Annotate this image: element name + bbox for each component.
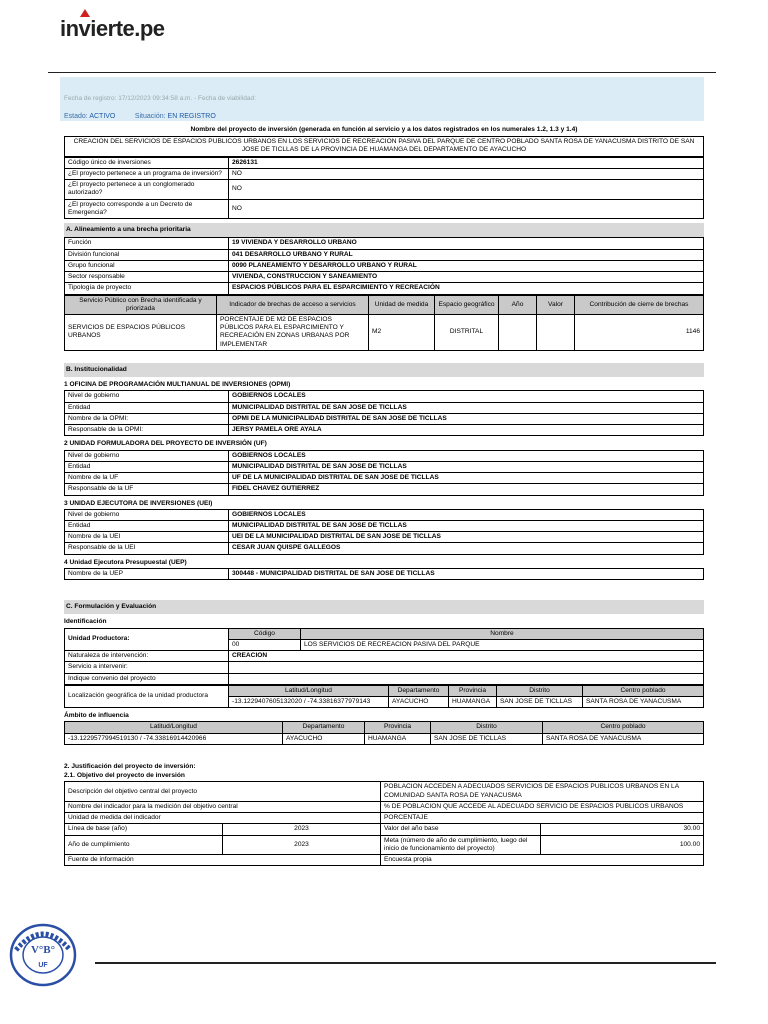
table-row: -13.1229577994519130 / -74.33816914420966 AYACUCHO HUAMANGA SAN JOSE DE TICLLAS SANTA ROSA DE YANACUSMA <box>65 733 704 744</box>
opmi-title: 1 OFICINA DE PROGRAMACIÓN MULTIANUAL DE INVERSIONES (OPMI) <box>64 381 291 389</box>
general-table: Código único de inversiones 2626131 ¿El proyecto pertenece a un programa de inversión? NO ¿El proyecto pertenece a un conglomerado autorizado? NO ¿El proyecto corresponde a un Decreto de Emergencia? NO <box>64 157 704 219</box>
opmi-table: Nivel de gobierno GOBIERNOS LOCALES Entidad MUNICIPALIDAD DISTRITAL DE SAN JOSE DE TICLLAS Nombre de la OPMI: OPMI DE LA MUNICIPALIDAD DISTRITAL DE SAN JOSE DE TICLLAS Responsable de la OPMI: JERSY PAMELA ORE AYALA <box>64 390 704 436</box>
document-body <box>64 126 704 866</box>
section-a-title: A. Alineamiento a una brecha prioritaria <box>64 223 704 237</box>
project-name-title: Nombre del proyecto de inversión (generada en función al servicio y a los datos registrados en los numerales 1.2, 1.3 y 1.4) <box>190 126 578 133</box>
svg-text:V°B°: V°B° <box>30 944 56 956</box>
uep-table: Nombre de la UEP 300448 - MUNICIPALIDAD DISTRITAL DE SAN JOSE DE TICLLAS <box>64 568 704 580</box>
table-row: -13.1229407605132020 / -74.33816377979143 AYACUCHO HUAMANGA SAN JOSE DE TICLLAS SANTA ROSA DE YANACUSMA <box>65 697 704 708</box>
localizacion-table: Localización geográfica de la unidad productora Latitud/Longitud Departamento Provincia Distrito Centro poblado -13.1229407605132020 / -74.33816377979143 AYACUCHO HUAMANGA SAN JOSE DE TICLLAS SANTA ROSA DE YANACUSMA <box>64 685 704 708</box>
invierte-logo: invierte.pe <box>60 16 165 41</box>
uei-table: Nivel de gobierno GOBIERNOS LOCALES Entidad MUNICIPALIDAD DISTRITAL DE SAN JOSE DE TICLLAS Nombre de la UEI UEI DE LA MUNICIPALIDAD DISTRITAL DE SAN JOSE DE TICLLAS Responsable de la UEI CESAR JUAN QUISPE GALLEGOS <box>64 509 704 555</box>
ambito-table: Latitud/Longitud Departamento Provincia Distrito Centro poblado -13.1229577994519130 / -74.33816914420966 AYACUCHO HUAMANGA SAN JOSE DE TICLLAS SANTA ROSA DE YANACUSMA <box>64 721 704 744</box>
uei-title: 3 UNIDAD EJECUTORA DE INVERSIONES (UEI) <box>64 499 213 507</box>
uf-table: Nivel de gobierno GOBIERNOS LOCALES Entidad MUNICIPALIDAD DISTRITAL DE SAN JOSE DE TICLLAS Nombre de la UF UF DE LA MUNICIPALIDAD DISTRITAL DE SAN JOSE DE TICLLAS Responsable de la UF FIDEL CHAVEZ GUTIERREZ <box>64 450 704 496</box>
justificacion-title: 2. Justificación del proyecto de inversión: <box>64 762 196 770</box>
objetivo-table: Descripción del objetivo central del proyecto POBLACION ACCEDEN A ADECUADOS SERVICIOS DE ESPACIOS PUBLICOS URBANOS EN LA COMUNIDAD SANTA ROSA DE YANACUSMA Nombre del indicador para la medición del objetivo central % DE POBLACION QUE ACCEDE AL ADECUADO SERVICIO DE ESPACIOS PUBLICOS URBANOS Unidad de medida del indicador PORCENTAJE Línea de base (año) 2023 Valor del año base 30.00 Año de cumplimiento 2023 Meta (número de año de cumplimiento, luego del inicio de funcionamiento del proyecto) 100.00 Fuente de información Encuesta propia <box>64 781 704 866</box>
unidad-productora-table: Unidad Productora: Código Nombre 00 LOS SERVICIOS DE RECREACION PASIVA DEL PARQUE Naturaleza de intervención: CREACION Servicio a intervenir: Indique convenio del proyecto <box>64 628 704 685</box>
top-divider <box>48 72 716 73</box>
section-c-title: C. Formulación y Evaluación <box>64 600 704 614</box>
registration-date: Fecha de registro: 17/12/2023 09:34:58 a.m. - Fecha de viabilidad: <box>64 95 256 102</box>
table-row: SERVICIOS DE ESPACIOS PÚBLICOS URBANOS PORCENTAJE DE M2 DE ESPACIOS PÚBLICOS PARA EL ESPARCIMIENTO Y RECREACIÓN EN ZONAS URBANAS POR IMPLEMENTAR M2 DISTRITAL 1146 <box>65 314 704 350</box>
alineamiento-table: Función 19 VIVIENDA Y DESARROLLO URBANO División funcional 041 DESARROLLO URBANO Y RURAL Grupo funcional 0090 PLANEAMIENTO Y DESARROLLO URBANO Y RURAL Sector responsable VIVIENDA, CONSTRUCCION Y SANEAMIENTO Tipología de proyecto ESPACIOS PÚBLICOS PARA EL ESPARCIMIENTO Y RECREACIÓN <box>64 237 704 294</box>
bottom-divider <box>95 962 716 964</box>
approval-seal-icon <box>8 922 78 988</box>
uf-title: 2 UNIDAD FORMULADORA DEL PROYECTO DE INVERSIÓN (UF) <box>64 440 267 448</box>
identificacion-title: Identificación <box>64 618 107 626</box>
brecha-table: Servicio Público con Brecha identificada y priorizada Indicador de brechas de acceso a servicios Unidad de medida Espacio geográfico Año Valor Contribución de cierre de brechas SERVICIOS DE ESPACIOS PÚBLICOS URBANOS PORCENTAJE DE M2 DE ESPACIOS PÚBLICOS PARA EL ESPARCIMIENTO Y RECREACIÓN EN ZONAS URBANAS POR IMPLEMENTAR M2 DISTRITAL 1146 <box>64 295 704 351</box>
status-line: Estado: ACTIVO Situación: EN REGISTRO <box>64 113 216 120</box>
section-b-title: B. Institucionalidad <box>64 363 704 377</box>
uep-title: 4 Unidad Ejecutora Presupuestal (UEP) <box>64 558 187 566</box>
estado-value: ACTIVO <box>89 113 116 120</box>
objetivo-title: 2.1. Objetivo del proyecto de inversión <box>64 772 185 780</box>
svg-text:UF: UF <box>38 962 48 969</box>
project-name-table <box>64 136 704 156</box>
ambito-title: Ámbito de influencia <box>64 712 129 720</box>
project-name-value: CREACION DEL SERVICIOS DE ESPACIOS PUBLICOS URBANOS EN LOS SERVICIOS DE RECREACION PASIVA DEL PARQUE DE CENTRO POBLADO SANTA ROSA DE YANACUSMA DISTRITO DE SAN JOSE DE TICLLAS DE LA PROVINCIA DE HUAMANGA DEL DEPARTAMENTO DE AYACUCHO <box>65 137 704 156</box>
situacion-value: EN REGISTRO <box>167 113 216 120</box>
